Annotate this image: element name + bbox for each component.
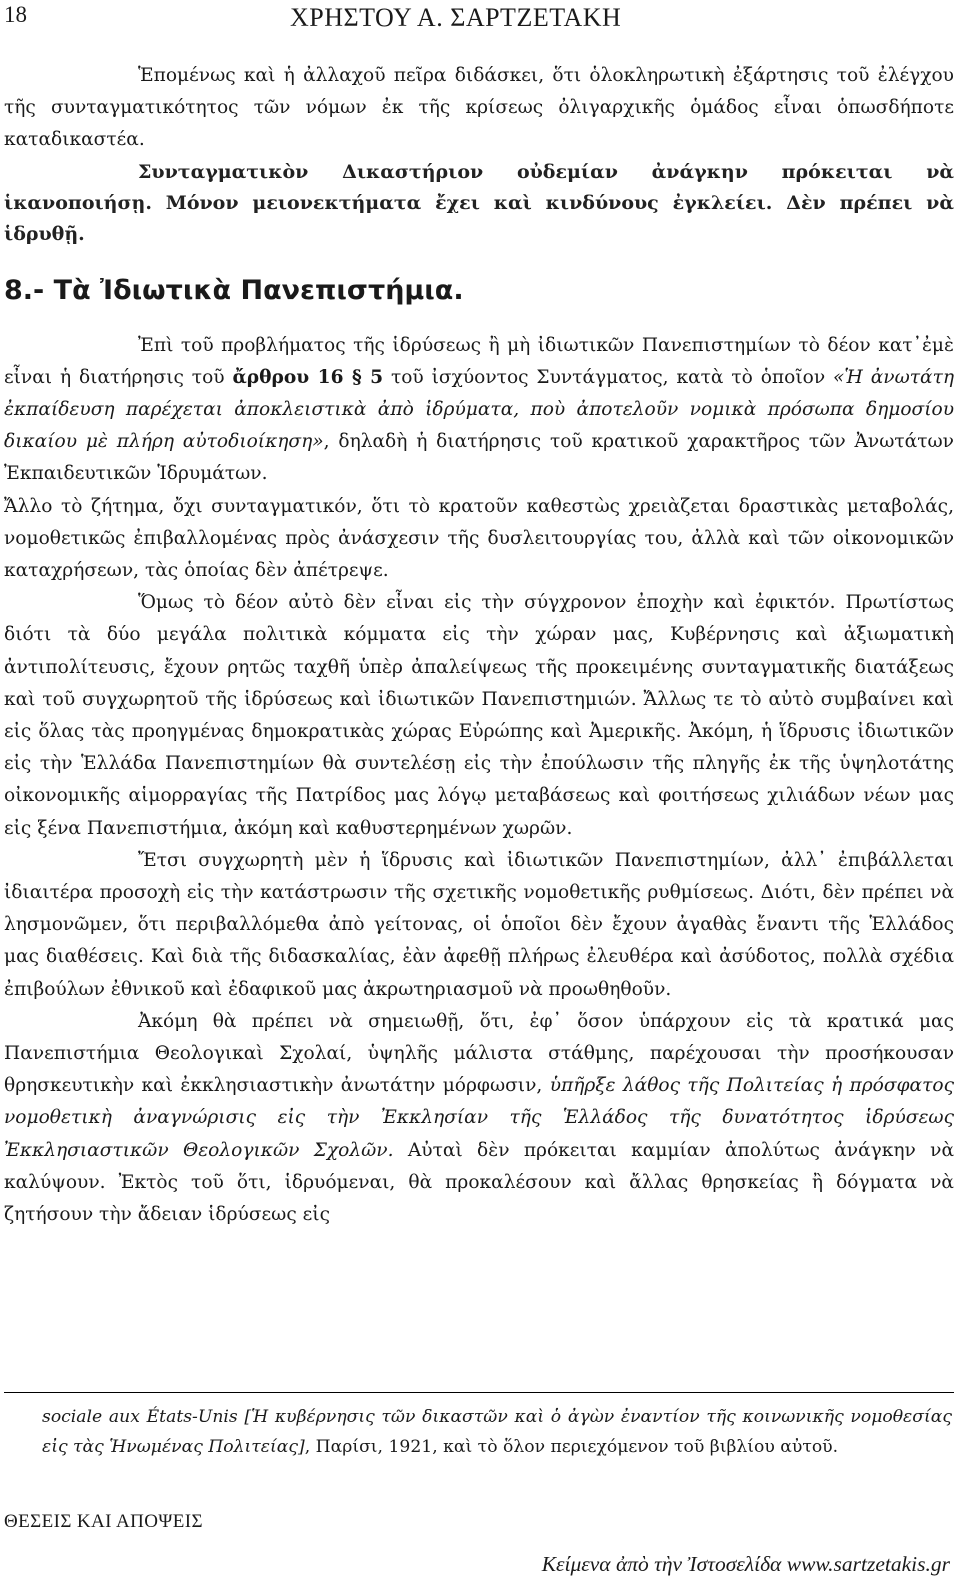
text-run: τοῦ ἰσχύοντος Συντάγματος, κατὰ τὸ ὁποῖον bbox=[383, 366, 833, 388]
article-reference: ἄρθρου 16 § 5 bbox=[232, 366, 384, 388]
paragraph: Ὅμως τὸ δέον αὐτὸ δὲν εἶναι εἰς τὴν σύγχρονον ἐποχὴν καὶ ἐφικτόν. Πρωτίστως διότι τὰ δύο μεγάλα πολιτικὰ κόμματα εἰς τὴν χώραν μας, Κυβέρνησις καὶ ἀξιωματικὴ ἀντιπολίτευσις, ἔχουν ρητῶς ταχθῆ ὑπὲρ ἀπαλείψεως τῆς προκειμένης συνταγματικῆς διατάξεως καὶ τοῦ συγχωρητοῦ τῆς ἱδρύσεως καὶ ἰδιωτικῶν Πανεπιστημιών. Ἄλλως τε τὸ αὐτὸ συμβαίνει καὶ εἰς ὅλας τὰς προηγμένας δημοκρατικὰς χώρας Εὐρώπης καὶ Ἀμερικῆς. Ἀκόμη, ἡ ἵδρυσις ἰδιωτικῶν εἰς τὴν Ἑλλάδα Πανεπιστημίων θὰ συντελέσῃ εἰς τὴν ἐπούλωσιν τῆς πληγῆς ἐκ τῆς ὑψηλοτάτης οἰκονομικῆς αἱμορραγίας τῆς Πατρίδος μας λόγῳ μεταβάσεως καὶ φοιτήσεως χιλιάδων νέων μας εἰς ξένα Πανεπιστήμια, ἀκόμη καὶ καθυστερημένων χωρῶν. bbox=[4, 592, 954, 839]
text-run: , δηλαδὴ ἡ διατήρησις τοῦ κρατικοῦ χαρακτῆρος τῶν Ἀνωτάτων Ἐκπαιδευτικῶν Ἱδρυμάτων. bbox=[4, 431, 954, 485]
constitution-quote: «Ἡ ἀνωτάτη ἐκπαίδευση παρέχεται ἀποκλειστικὰ ἀπὸ ἱδρύματα, ποὺ ἀποτελοῦν νομικὰ πρόσωπα δημοσίου δικαίου μὲ πλήρη αὐτοδιοίκηση» bbox=[4, 366, 954, 453]
paragraph bbox=[4, 1006, 954, 1231]
footer-left: ΘΕΣΕΙΣ ΚΑΙ ΑΠΟΨΕΙΣ bbox=[4, 1511, 203, 1532]
footer-right: Κείμενα ἀπὸ τὴν Ἰστοσελίδα www.sartzetakis.gr bbox=[541, 1552, 950, 1576]
section-title: 8.- Τὰ Ἰδιωτικὰ Πανεπιστήμια. bbox=[4, 274, 464, 306]
italic-run: ὑπῆρξε λάθος τῆς Πολιτείας ἡ πρόσφατος νομοθετικὴ ἀναγνώρισις εἰς τὴν Ἐκκλησίαν τῆς Ἑλλάδος τῆς δυνατότητος ἱδρύσεως Ἐκκλησιαστικῶν Θεολογικῶν Σχολῶν. bbox=[4, 1075, 954, 1161]
footnote-italic: sociale aux États-Unis [Ἡ κυβέρνησις τῶν δικαστῶν καὶ ὁ ἀγὼν ἐναντίον τῆς κοινωνικῆς νομοθεσίας εἰς τὰς Ἡνωμένας Πολιτείας] bbox=[42, 1407, 952, 1457]
text-run: Ἐπὶ τοῦ προβλήματος τῆς ἱδρύσεως ἢ μὴ ἰδιωτικῶν Πανεπιστημίων τὸ δέον κατ᾽ἐμὲ εἶναι ἡ διατήρησις τοῦ bbox=[4, 334, 954, 388]
main-text bbox=[4, 60, 954, 1231]
running-head: ΧΡΗΣΤΟΥ Α. ΣΑΡΤΖΕΤΑΚΗ bbox=[290, 3, 622, 32]
text-run: Ἀκόμη θὰ πρέπει νὰ σημειωθῇ, ὅτι, ἐφ᾽ ὅσον ὑπάρχουν εἰς τὰ κρατικά μας Πανεπιστήμια Θεολογικαὶ Σχολαί, ὑψηλῆς μάλιστα στάθμης, παρέχουσαι τὴν προσήκουσαν θρησκευτικὴν καὶ ἐκκλησιαστικὴν ἀνωτάτην μόρφωσιν, bbox=[4, 1010, 954, 1097]
paragraph bbox=[4, 330, 954, 491]
paragraph: Ἄλλο τὸ ζήτημα, ὄχι συνταγματικόν, ὅτι τὸ κρατοῦν καθεστὼς χρειὰζεται δραστικὰς μεταβολάς, νομοθετικῶς ἐπιβαλλομένας πρὸς ἀνάσχεσιν τῆς δυσλειτουργίας του, ἀλλὰ καὶ τῶν οἰκονομικῶν καταχρήσεων, τὰς ὁποίας δὲν ἀπέτρεψε. bbox=[4, 495, 954, 582]
bold-paragraph: Συνταγματικὸν Δικαστήριον οὐδεμίαν ἀνάγκην πρόκειται νὰ ἱκανοποιήσῃ. Μόνον μειονεκτήματα ἔχει καὶ κινδύνους ἐγκλείει. Δὲν πρέπει νὰ ἱδρυθῇ. bbox=[4, 160, 954, 245]
paragraph: Ἔτσι συγχωρητὴ μὲν ἡ ἵδρυσις καὶ ἰδιωτικῶν Πανεπιστημίων, ἀλλ᾽ ἐπιβάλλεται ἰδιαιτέρα προσοχὴ εἰς τὴν κατάστρωσιν τῆς σχετικῆς νομοθετικῆς ρυθμίσεως. Διότι, δὲν πρέπει νὰ λησμονῶμεν, ὅτι περιβαλλόμεθα ἀπὸ γείτονας, οἱ ὁποῖοι δὲν ἔχουν ἀγαθὰς ἔναντι τῆς Ἑλλάδος μας διαθέσεις. Καὶ διὰ τῆς διδασκαλίας, ἐὰν ἀφεθῇ πλήρως ἐλευθέρα καὶ ἀσύδοτος, πολλὰ σχέδια ἐπιβούλων ἐθνικοῦ καὶ ἐδαφικοῦ μας ἀκρωτηριασμοῦ νὰ προωθηθοῦν. bbox=[4, 849, 954, 1000]
footnote-rule bbox=[4, 1392, 954, 1393]
text-run: Αὐταὶ δὲν πρόκειται καμμίαν ἀπολύτως ἀνάγκην νὰ καλύψουν. Ἐκτὸς τοῦ ὅτι, ἱδρυόμεναι, θὰ προκαλέσουν καὶ ἄλλας θρησκείας ἢ δόγματα νὰ ζητήσουν τὴν ἄδειαν ἱδρύσεως εἰς bbox=[4, 1139, 955, 1226]
paragraph: Ἑπομένως καὶ ἡ ἀλλαχοῦ πεῖρα διδάσκει, ὅτι ὁλοκληρωτικὴ ἐξάρτησις τοῦ ἐλέγχου τῆς συνταγματικότητος τῶν νόμων ἐκ τῆς κρίσεως ὀλιγαρχικῆς ὁμάδος εἶναι ὁπωσδήποτε καταδικαστέα. bbox=[4, 65, 954, 151]
footnote-text: , Παρίσι, 1921, καὶ τὸ ὅλον περιεχόμενον τοῦ βιβλίου αὐτοῦ. bbox=[304, 1437, 839, 1457]
footnote bbox=[42, 1402, 952, 1462]
page-number: 18 bbox=[4, 2, 27, 27]
page-header bbox=[0, 0, 960, 40]
